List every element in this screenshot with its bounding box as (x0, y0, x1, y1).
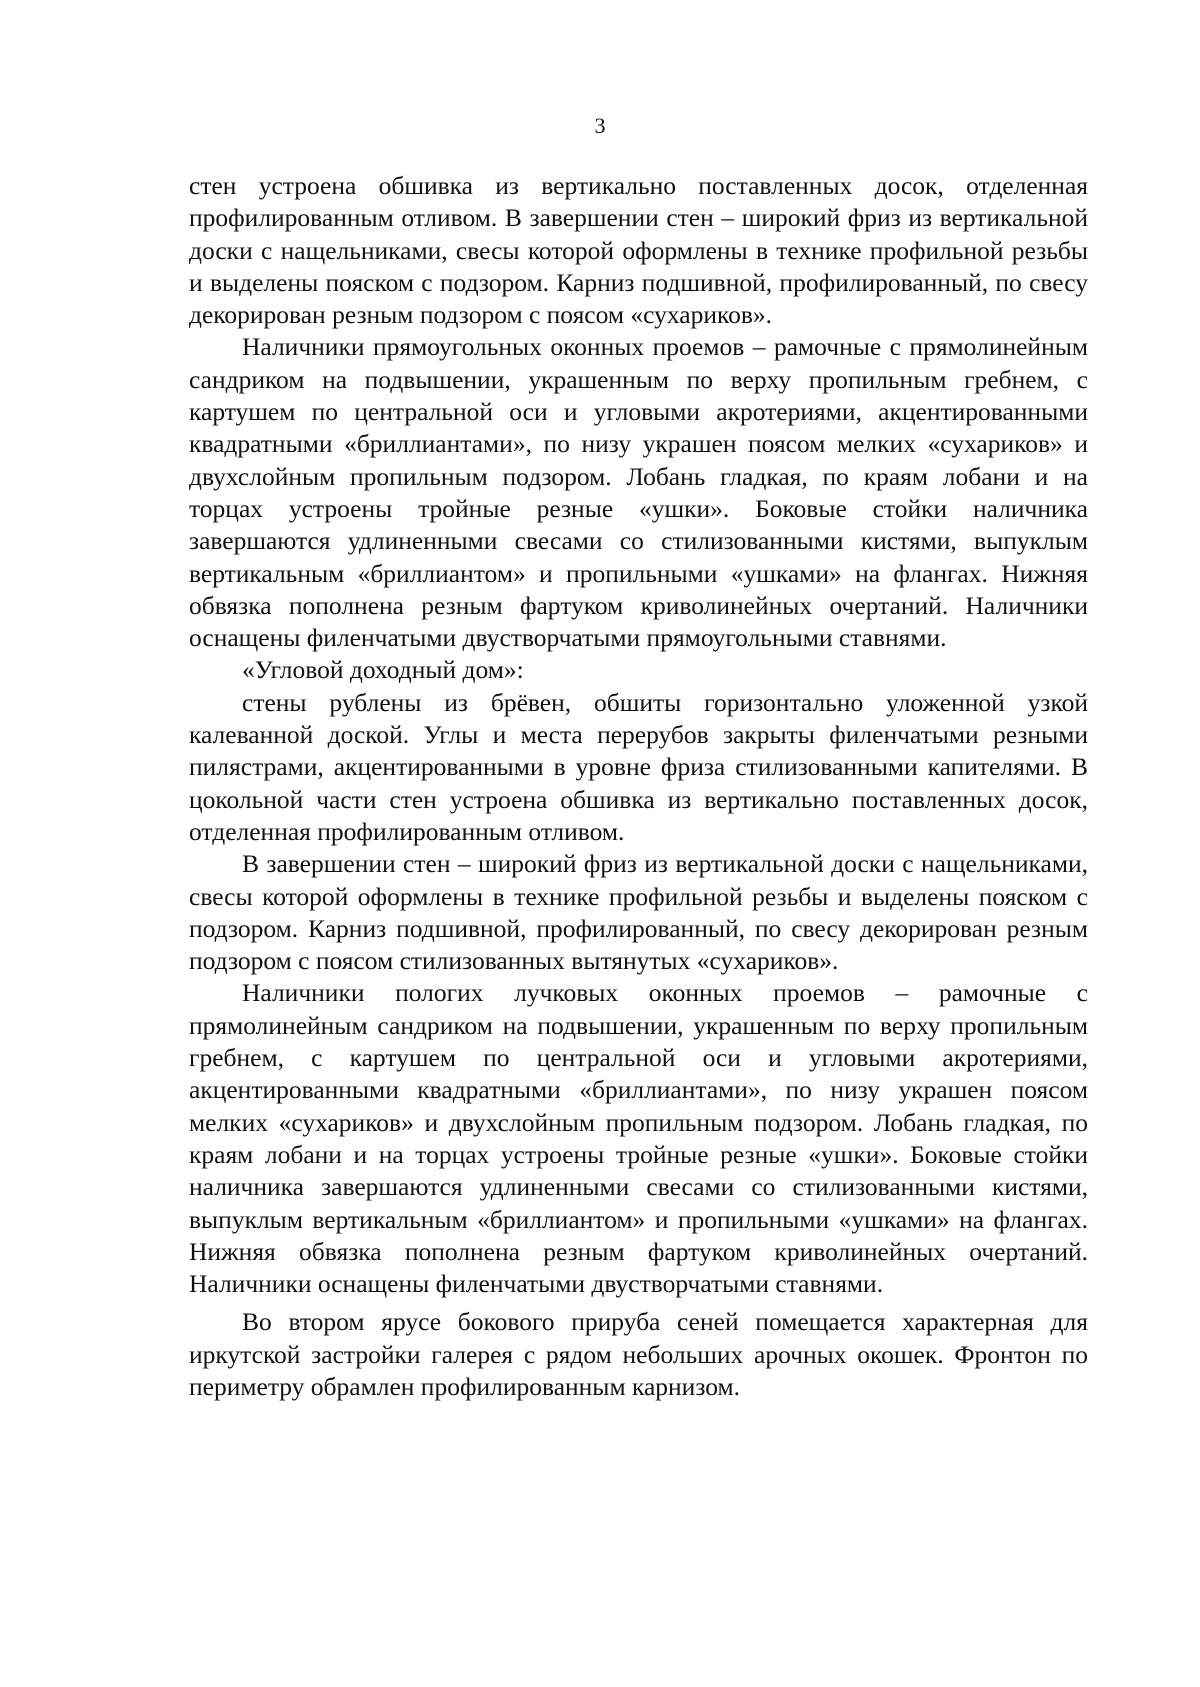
paragraph-frieze: В завершении стен – широкий фриз из вертикальной доски с нащельниками, свесы которой оформлены в технике профильной резьбы и выделены пояском с подзором. Карниз подшивной, профилированный, по свесу декорирован резным подзором с поясом стилизованных вытянутых «сухариков». (189, 849, 1088, 976)
body-text (189, 170, 1088, 1403)
page-number: 3 (594, 113, 606, 138)
paragraph-gallery: Во втором ярусе бокового прируба сеней помещается характерная для иркутской застройки галерея с рядом небольших арочных окошек. Фронтон по периметру обрамлен профилированным карнизом. (189, 1307, 1088, 1401)
paragraph-arched-window-frames: Наличники пологих лучковых оконных проемов – рамочные с прямолинейным сандриком на подвышении, украшенным по верху пропильным гребнем, с картушем по центральной оси и угловыми акротериями, акцентированными квадратными «бриллиантами», по низу украшен поясом мелких «сухариков» и двухслойным пропильным подзором. Лобань гладкая, по краям лобани и на торцах устроены тройные резные «ушки». Боковые стойки наличника завершаются удлиненными свесами со стилизованными кистями, выпуклым вертикальным «бриллиантом» и пропильными «ушками» на флангах. Нижняя обвязка пополнена резным фартуком криволинейных очертаний. Наличники оснащены филенчатыми двустворчатыми ставнями. (189, 978, 1088, 1299)
paragraph-walls: стены рублены из брёвен, обшиты горизонтально уложенной узкой калеванной доской. Углы и места перерубов закрыты филенчатыми резными пилястрами, акцентированными в уровне фриза стилизованными капителями. В цокольной части стен устроена обшивка из вертикально поставленных досок, отделенная профилированным отливом. (189, 687, 1088, 846)
paragraph-building-heading: «Угловой доходный дом»: (242, 655, 524, 685)
paragraph-continuation: стен устроена обшивка из вертикально поставленных досок, отделенная профилированным отливом. В завершении стен – широкий фриз из вертикальной доски с нащельниками, свесы которой оформлены в технике профильной резьбы и выделены пояском с подзором. Карниз подшивной, профилированный, по свесу декорирован резным подзором с поясом «сухариков». (189, 171, 1088, 330)
paragraph-window-frames: Наличники прямоугольных оконных проемов – рамочные с прямолинейным сандриком на подвышении, украшенным по верху пропильным гребнем, с картушем по центральной оси и угловыми акротериями, акцентированными квадратными «бриллиантами», по низу украшен поясом мелких «сухариков» и двухслойным пропильным подзором. Лобань гладкая, по краям лобани и на торцах устроены тройные резные «ушки». Боковые стойки наличника завершаются удлиненными свесами со стилизованными кистями, выпуклым вертикальным «бриллиантом» и пропильными «ушками» на флангах. Нижняя обвязка пополнена резным фартуком криволинейных очертаний. Наличники оснащены филенчатыми двустворчатыми прямоугольными ставнями. (189, 332, 1088, 653)
